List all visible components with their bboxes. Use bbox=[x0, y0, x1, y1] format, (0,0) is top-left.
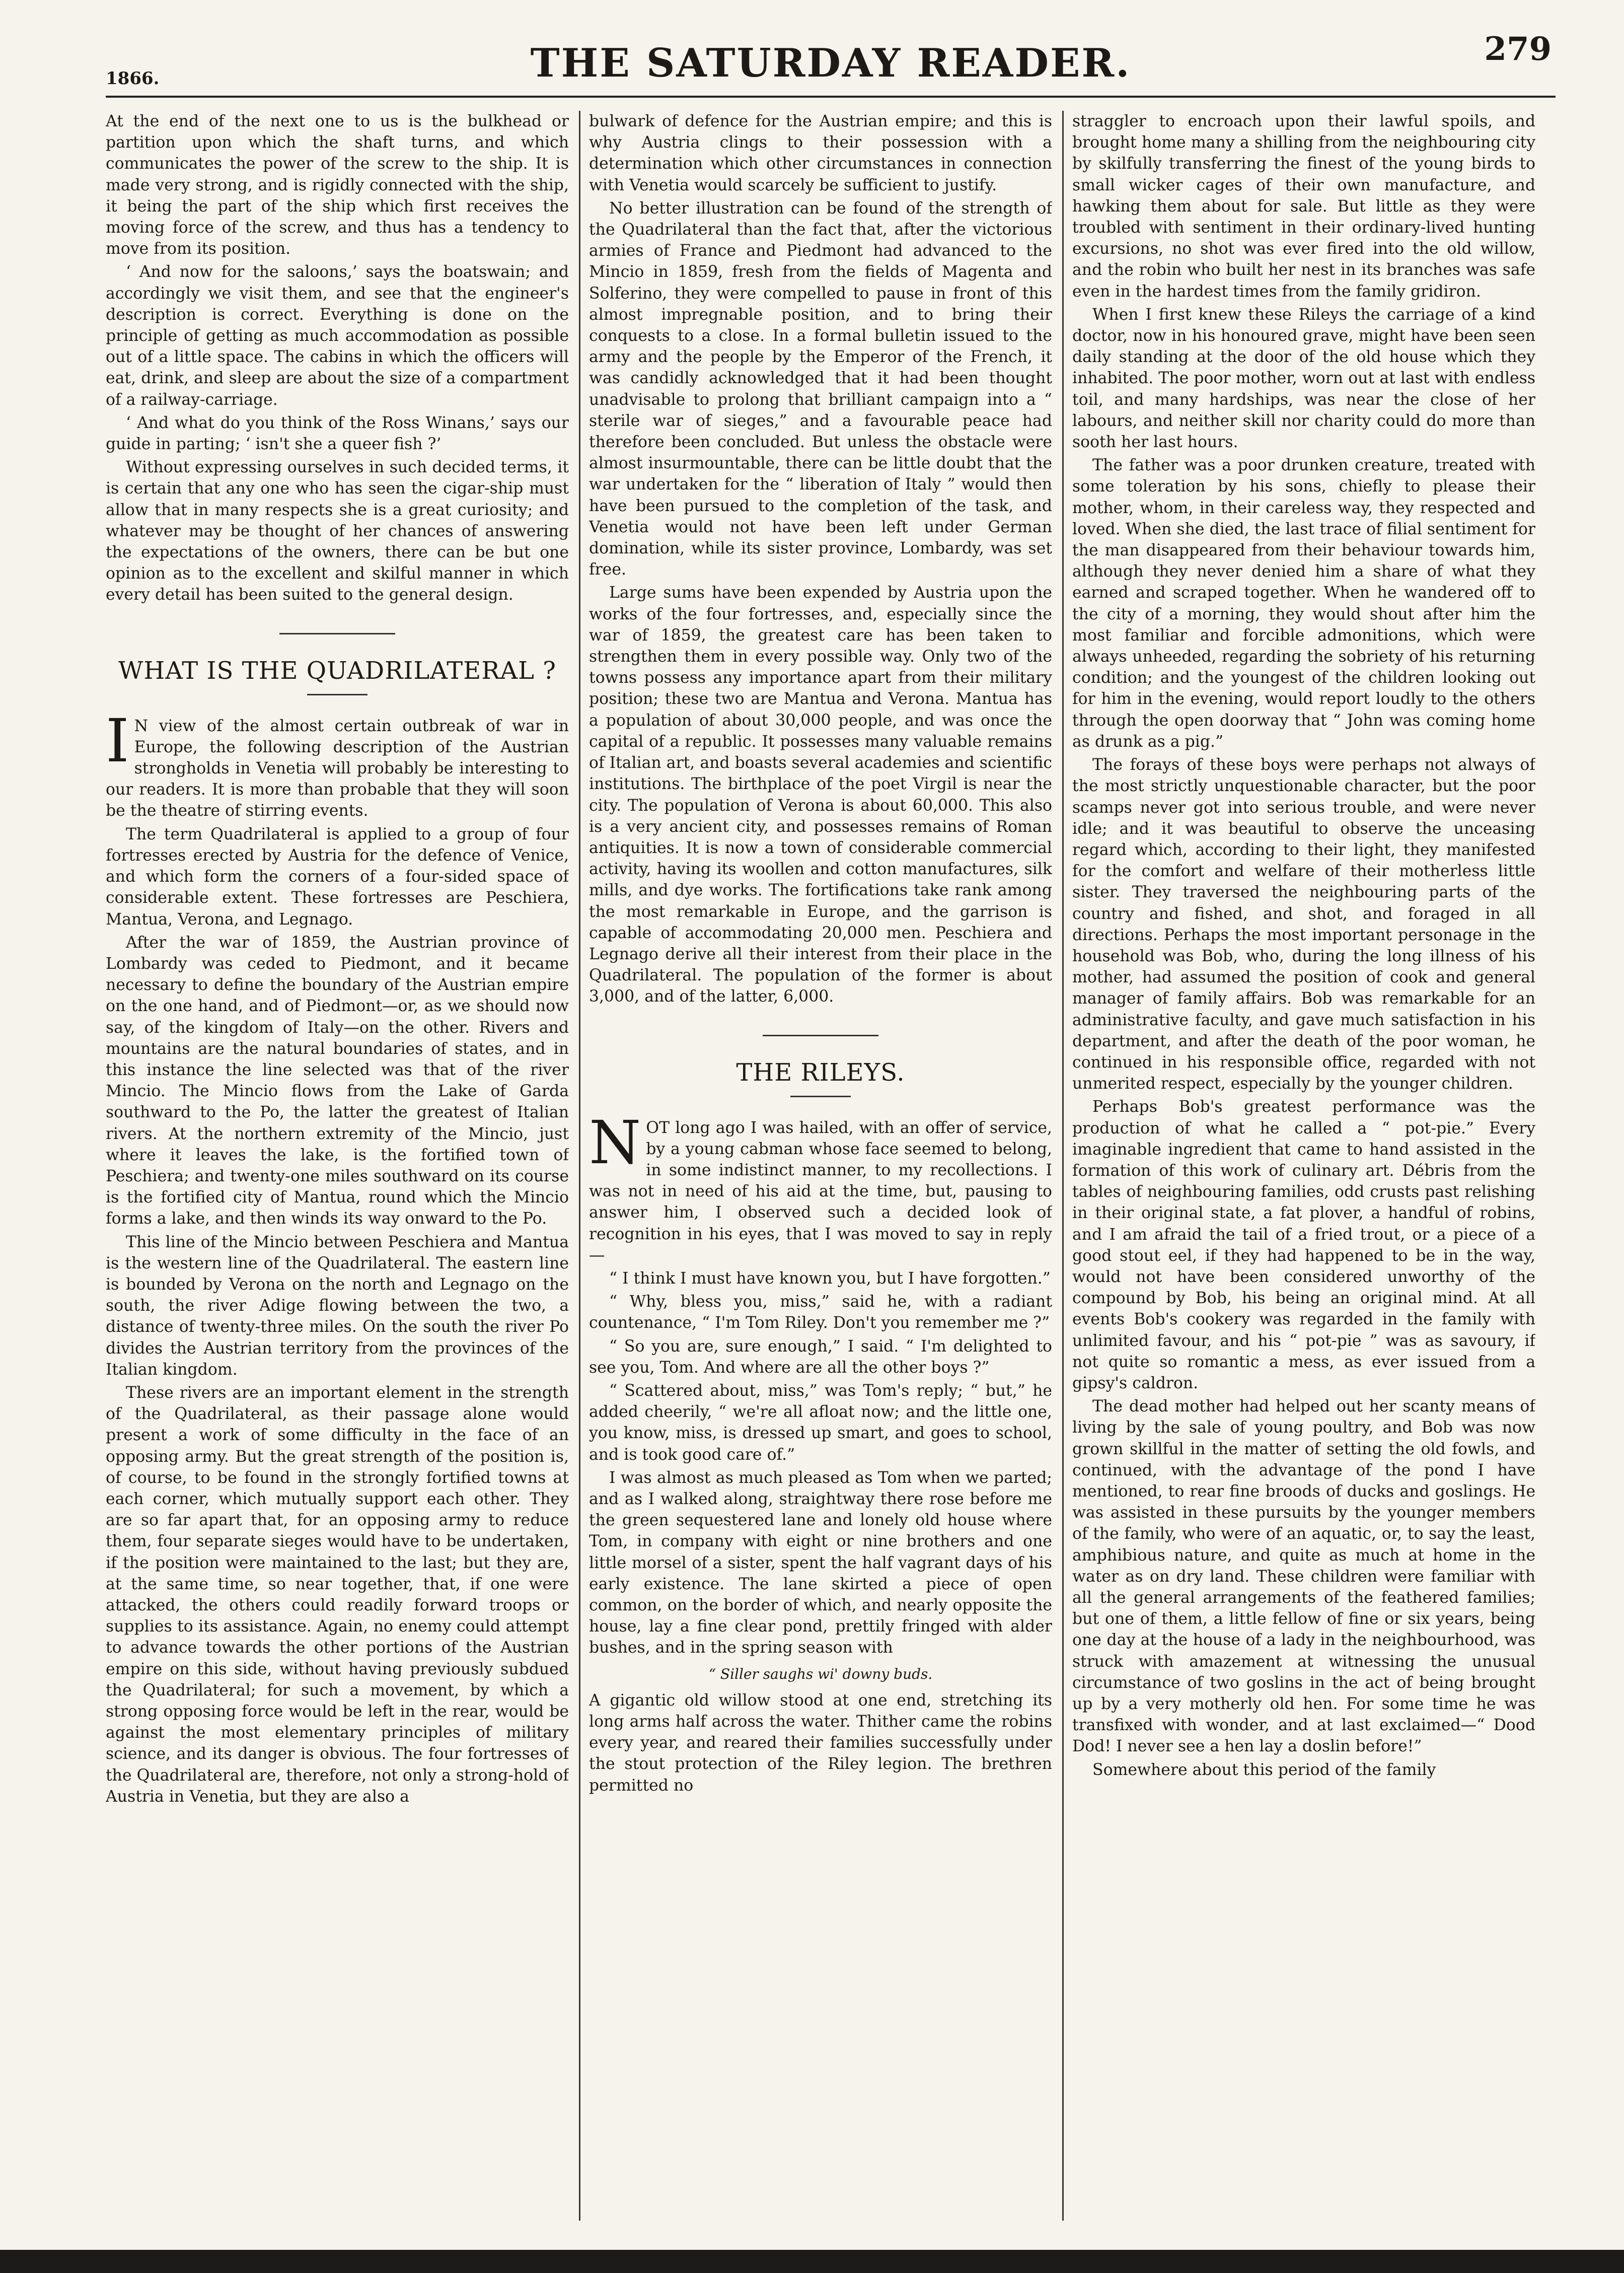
paragraph: The dead mother had helped out her scanty means of living by the sale of young poultry, and Bob was now grown skillful in the matter of setting the old fowls, and continued, with the advantage of the pond I have mentioned, to rear fine broods of ducks and goslings. He was assisted in these pursuits by the younger members of the family, who were of an aquatic, or, to say the least, amphibious nature, and quite as much at home in the water as on dry land. These children were familiar with all the general arrangements of the feathered families; but one of them, a little fellow of fine or six years, being one day at the house of a lady in the neighbourhood, was struck with amazement at witnessing the unusual circumstance of two goslins in the act of being brought up by a very motherly old hen. For some time he was transfixed with wonder, and at last exclaimed—“ Dood Dod! I never see a hen lay a doslin before!” bbox=[1072, 1397, 1535, 1756]
header-rule bbox=[106, 96, 1556, 98]
page-number: 279 bbox=[1484, 30, 1552, 68]
issue-year: 1866. bbox=[106, 68, 160, 89]
paragraph: “ I think I must have known you, but I have forgotten.” bbox=[609, 1269, 1051, 1288]
journal-title: THE SATURDAY READER. bbox=[530, 40, 1131, 86]
lead-text: N view of the almost certain outbreak of war in Europe, the following description of the Austrian strongholds in Venetia will probably be interesting to our readers. It is more than probable that they will soon be the theatre of stirring events. bbox=[106, 717, 569, 820]
paragraph: Without expressing ourselves in such decided terms, it is certain that any one who has seen the cigar-ship must allow that in many respects she is a great curiosity; and whatever may be thought of her chances of answering the expectations of the owners, there can be but one opinion as to the excellent and skilful manner in which every detail has been suited to the general design. bbox=[106, 458, 569, 604]
drop-cap: N bbox=[589, 1107, 641, 1177]
title-underline bbox=[790, 1096, 851, 1097]
paragraph: This line of the Mincio between Peschiera and Mantua is the western line of the Quadrilateral. The eastern line is bounded by Verona on the north and Legnago on the south, the river Adige flowing between the two, a distance of twenty-three miles. On the south the river Po divides the Austrian territory from the provinces of the Italian kingdom. bbox=[106, 1233, 569, 1379]
lead-text: OT long ago I was hailed, with an offer of service, by a young cabman whose face seemed to belong, in some indistinct manner, to my recollections. I was not in need of his aid at the time, but, pausing to answer him, I observed such a decided look of recognition in his eyes, that I was moved to say in reply— bbox=[589, 1118, 1052, 1264]
paragraph: These rivers are an important element in the strength of the Quadrilateral, as their passage alone would present a work of some difficulty in the face of an opposing army. But the great strength of the position is, of course, to be found in the strongly fortified towns at each corner, which mutually support each other. They are so far apart that, for an opposing army to reduce them, four separate sieges would have to be undertaken, if the position were maintained to the last; but they are, at the same time, so near together, that, if one were attacked, the others could readily forward troops or supplies to its assistance. Again, no enemy could attempt to advance towards the other portions of the Austrian empire on this side, without having previously subdued the Quadrilateral; for such a movement, by which a strong opposing force would be left in the rear, would be against the most elementary principles of military science, and its danger is obvious. The four fortresses of the Quadrilateral are, therefore, not only a strong-hold of Austria in Venetia, but they are also a bbox=[106, 1383, 569, 1806]
lead-paragraph bbox=[589, 1107, 1052, 1266]
column-2 bbox=[589, 111, 1052, 2221]
article-title-rileys: THE RILEYS. bbox=[736, 1058, 905, 1087]
scan-edge-band bbox=[0, 2250, 1624, 2273]
column-rule bbox=[1062, 111, 1064, 2221]
title-underline bbox=[307, 694, 367, 695]
section-divider bbox=[763, 1035, 878, 1036]
column-3 bbox=[1072, 111, 1535, 2221]
paragraph: The forays of these boys were perhaps not always of the most strictly unquestionable character, but the poor scamps never got into serious trouble, and were never idle; and it was beautiful to observe the unceasing regard which, according to their light, they manifested for the comfort and welfare of their motherless little sister. They traversed the neighbouring parts of the country and fished, and shot, and foraged in all directions. Perhaps the most important personage in the household was Bob, who, during the long illness of his mother, had assumed the position of cook and general manager of family affairs. Bob was remarkable for an administrative faculty, and gave much satisfaction in his department, and after the death of the poor woman, he continued in his responsible office, regarded with not unmerited respect, especially by the younger children. bbox=[1072, 756, 1535, 1093]
verse-quote: “ Siller saughs wi' downy buds. bbox=[708, 1665, 933, 1682]
paragraph: Somewhere about this period of the family bbox=[1092, 1760, 1436, 1779]
paragraph: When I first knew these Rileys the carriage of a kind doctor, now in his honoured grave, might have been seen daily standing at the door of the old house which they inhabited. The poor mother, worn out at last with endless toil, and many hardships, was near the close of her labours, and neither skill nor charity could do more than sooth her last hours. bbox=[1072, 305, 1535, 452]
drop-cap: I bbox=[106, 705, 129, 775]
masthead bbox=[106, 20, 1556, 96]
paragraph: After the war of 1859, the Austrian province of Lombardy was ceded to Piedmont, and it became necessary to define the boundary of the Austrian empire on the one hand, and of Piedmont—or, as we should now say, of the kingdom of Italy—on the other. Rivers and mountains are the natural boundaries of states, and in this instance the line selected was that of the river Mincio. The Mincio flows from the Lake of Garda southward to the Po, the latter the greatest of Italian rivers. At the northern extremity of the Mincio, just where it leaves the lake, is the fortified town of Peschiera; and twenty-one miles southward on its course is the fortified city of Mantua, round which the Mincio forms a lake, and then winds its way onward to the Po. bbox=[106, 933, 569, 1228]
paragraph: The father was a poor drunken creature, treated with some toleration by his sons, chiefly to please their mother, whom, in their careless way, they respected and loved. When she died, the last trace of filial sentiment for the man disappeared from their behaviour towards him, although they never denied him a share of what they earned and scraped together. When he wandered off to the city of a morning, they would shout after him the most familiar and forcible admonitions, which were always unheeded, regarding the sobriety of his returning condition; and the youngest of the children looking out for him in the evening, would report loudly to the others through the open doorway that “ John was coming home as drunk as a pig.” bbox=[1072, 456, 1535, 751]
paragraph: “ Scattered about, miss,” was Tom's reply; “ but,” he added cheerily, “ we're all afloat now; and the little one, you know, miss, is dressed up smart, and goes to school, and is took good care of.” bbox=[589, 1381, 1052, 1464]
article-title-quadrilateral: WHAT IS THE QUADRILATERAL ? bbox=[118, 656, 556, 685]
section-divider bbox=[279, 633, 395, 634]
paragraph: A gigantic old willow stood at one end, stretching its long arms half across the water. Thither came the robins every year, and reared their families successfully under the stout protection of the Riley legion. The brethren permitted no bbox=[589, 1691, 1052, 1795]
paragraph: No better illustration can be found of the strength of the Quadrilateral than the fact that, after the victorious armies of France and Piedmont had advanced to the Mincio in 1859, fresh from the fields of Magenta and Solferino, they were compelled to pause in front of this almost impregnable position, and to bring their conquests to a close. In a formal bulletin issued to the army and the people by the Emperor of the French, it was candidly acknowledged that it had been thought unadvisable to prolong that brilliant campaign into a “ sterile war of sieges,” and a favourable peace had therefore been concluded. But unless the obstacle were almost insurmountable, there can be little doubt that the war undertaken for the “ liberation of Italy ” would then have been pursued to the completion of the task, and Venetia would not have been left under German domination, while its sister province, Lombardy, was set free. bbox=[589, 199, 1052, 579]
paragraph: “ Why, bless you, miss,” said he, with a radiant countenance, “ I'm Tom Riley. Don't you remember me ?” bbox=[589, 1293, 1052, 1332]
paragraph: I was almost as much pleased as Tom when we parted; and as I walked along, straightway there rose before me the green sequestered lane and lonely old house where Tom, in company with eight or nine brothers and one little morsel of a sister, spent the half vagrant days of his early existence. The lane skirted a piece of open common, on the border of which, and nearly opposite the house, lay a fine clear pond, prettily fringed with alder bushes, and in the spring season with bbox=[589, 1468, 1052, 1657]
column-1 bbox=[106, 111, 569, 2221]
paragraph: “ So you are, sure enough,” I said. “ I'm delighted to see you, Tom. And where are all the other boys ?” bbox=[589, 1337, 1052, 1377]
paragraph: ‘ And what do you think of the Ross Winans,’ says our guide in parting; ‘ isn't she a queer fish ?’ bbox=[106, 413, 569, 454]
paragraph: ‘ And now for the saloons,’ says the boatswain; and accordingly we visit them, and see that the engineer's description is correct. Everything is done on the principle of getting as much accommodation as possible out of a little space. The cabins in which the officers will eat, drink, and sleep are about the size of a compartment of a railway-carriage. bbox=[106, 263, 569, 409]
paragraph: bulwark of defence for the Austrian empire; and this is why Austria clings to their possession with a determination which other circumstances in connection with Venetia would scarcely be sufficient to justify. bbox=[589, 112, 1052, 194]
paragraph: Large sums have been expended by Austria upon the works of the four fortresses, and, especially since the war of 1859, the greatest care has been taken to strengthen them in every possible way. Only two of the towns possess any importance apart from their military position; these two are Mantua and Verona. Mantua has a population of about 30,000 people, and was once the capital of a republic. It possesses many valuable remains of Italian art, and boasts several academies and scientific institutions. The birthplace of the poet Virgil is near the city. The population of Verona is about 60,000. This also is a very ancient city, and possesses remains of Roman antiquities. It is now a town of considerable commercial activity, having its woollen and cotton manufactures, silk mills, and dye works. The fortifications take rank among the most remarkable in Europe, and the garrison is capable of accommodating 20,000 men. Peschiera and Legnago derive all their interest from their place in the Quadrilateral. The population of the former is about 3,000, and of the latter, 6,000. bbox=[589, 584, 1052, 1006]
paragraph: The term Quadrilateral is applied to a group of four fortresses erected by Austria for the defence of Venice, and which form the corners of a four-sided space of considerable extent. These fortresses are Peschiera, Mantua, Verona, and Legnago. bbox=[106, 825, 569, 929]
paragraph: straggler to encroach upon their lawful spoils, and brought home many a shilling from the neighbouring city by skilfully transferring the finest of the young birds to small wicker cages of their own manufacture, and hawking them about for sale. But little as they were troubled with sentiment in their ordinary-lived hunting excursions, no shot was ever fired into the old willow, and the robin who built her nest in its branches was safe even in the hardest times from the family gridiron. bbox=[1072, 112, 1535, 301]
paragraph: At the end of the next one to us is the bulkhead or partition upon which the shaft turns, and which communicates the power of the screw to the ship. It is made very strong, and is rigidly connected with the ship, it being the part of the ship which first receives the moving force of the screw, and thus has a tendency to move from its position. bbox=[106, 112, 569, 258]
lead-paragraph bbox=[106, 705, 569, 822]
paragraph: Perhaps Bob's greatest performance was the production of what he called a “ pot-pie.” Every imaginable ingredient that came to hand assisted in the formation of this work of culinary art. Débris from the tables of neighbouring families, odd crusts past relishing in their original state, a fat plover, a handful of robins, and I am afraid the tail of a fried trout, or a piece of a good stout eel, if they had happened to be in the way, would not have been considered unworthy of the compound by Bob, his being an original mind. At all events Bob's cookery was regarded in the family with unlimited favour, and his “ pot-pie ” was as savoury, if not quite so romantic a mess, as ever issued from a gipsy's caldron. bbox=[1072, 1098, 1535, 1392]
newspaper-page bbox=[106, 20, 1556, 2246]
column-rule bbox=[579, 111, 580, 2221]
